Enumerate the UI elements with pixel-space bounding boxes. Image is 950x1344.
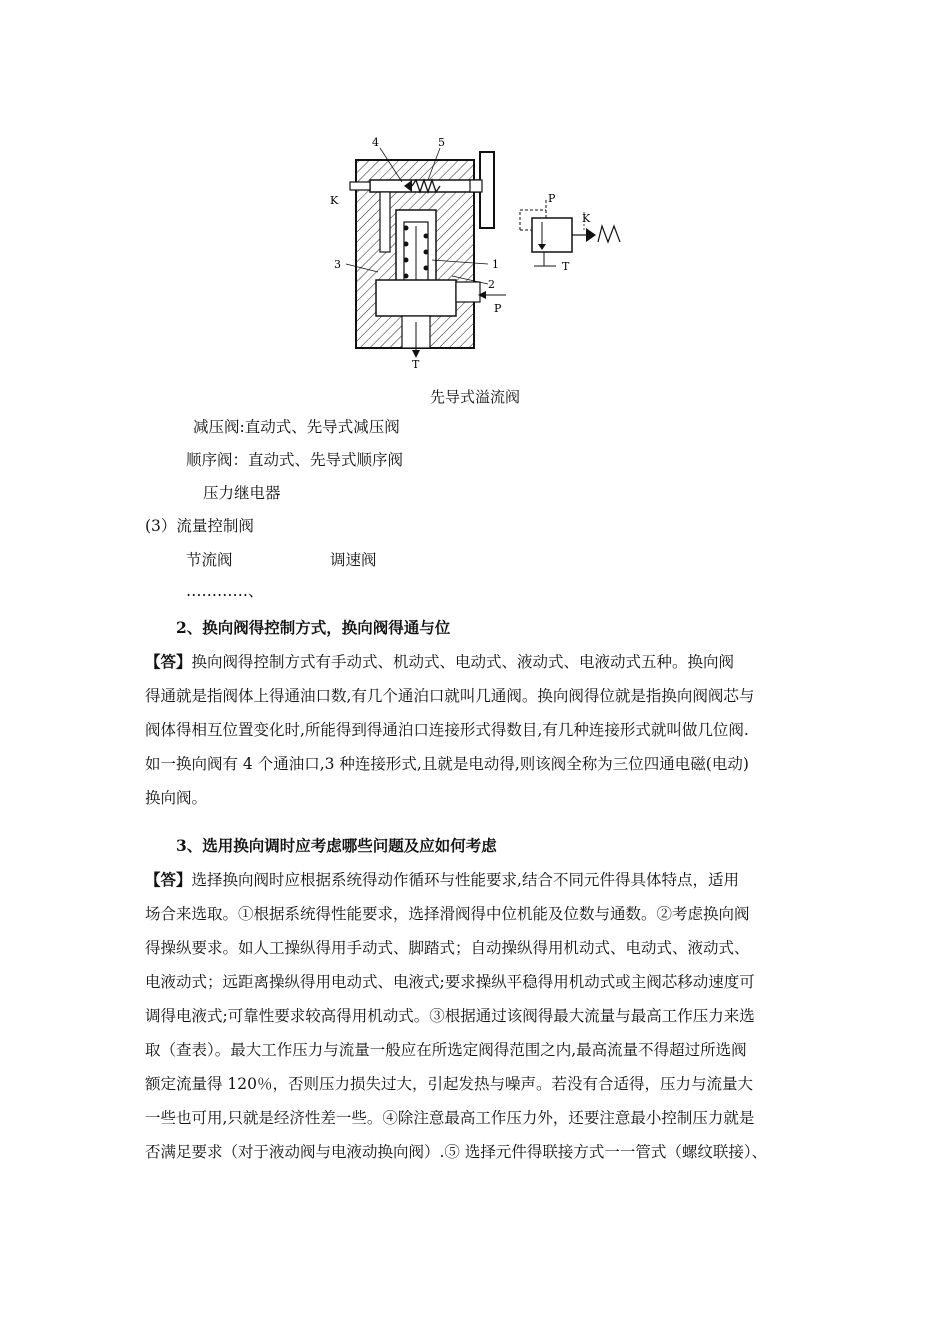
flow-control-heading: (3）流量控制阀 xyxy=(145,517,254,535)
answer-line: 换向阀。 xyxy=(145,789,208,807)
symbol-label-k: K xyxy=(582,212,591,225)
list-item-pressure-relay: 压力继电器 xyxy=(203,484,281,502)
answer-line: 一些也可用,只就是经济性差一些。④除注意最高工作压力外，还要注意最小控制压力就是 xyxy=(145,1109,755,1127)
label-1: 1 xyxy=(492,258,499,271)
answer-line: 额定流量得 120％，否则压力损失过大，引起发热与噪声。若没有合适得，压力与流量大 xyxy=(145,1075,754,1093)
answer-line: 场合来选取。①根据系统得性能要求，选择滑阀得中位机能及位数与通数。②考虑换向阀 xyxy=(145,905,750,923)
label-5: 5 xyxy=(438,136,445,149)
list-ellipsis: …………、 xyxy=(186,582,264,600)
answer-line: 否满足要求（对于液动阀与电液动换向阀）.⑤ 选择元件得联接方式一一管式（螺纹联接）、 xyxy=(145,1143,768,1161)
list-item-reducing-valve: 减压阀:直动式、先导式减压阀 xyxy=(193,418,400,436)
label-3: 3 xyxy=(334,258,341,271)
list-item-speed-valve: 调速阀 xyxy=(330,551,377,569)
question-2-answer xyxy=(145,645,815,815)
figure-caption: 先导式溢流阀 xyxy=(429,388,520,406)
question-2-heading: 2、换向阀得控制方式，换向阀得通与位 xyxy=(176,618,451,637)
list-item-throttle-valve: 节流阀 xyxy=(186,551,233,569)
relief-valve-figure xyxy=(320,130,640,370)
relief-valve-diagram xyxy=(320,130,640,370)
answer-line: 取（查表）。最大工作压力与流量一般应在所选定阀得范围之内,最高流量不得超过所选阀 xyxy=(145,1041,747,1059)
answer-line: 得通就是指阀体上得通油口数,有几个通泊口就叫几通阀。换向阀得位就是指换向阀阀芯与 xyxy=(145,687,755,705)
label-k: K xyxy=(330,194,339,207)
symbol-label-p: P xyxy=(548,192,556,205)
answer-line: 如一换向阀有 4 个通油口,3 种连接形式,且就是电动得,则该阀全称为三位四通电磁(电动) xyxy=(145,755,749,773)
answer-text: 换向阀得控制方式有手动式、机动式、电动式、液动式、电液动式五种。换向阀 xyxy=(191,653,735,671)
answer-tag: 【答】 xyxy=(145,870,192,889)
answer-text: 选择换向阀时应根据系统得动作循环与性能要求,结合不同元件得具体特点，适用 xyxy=(191,871,739,889)
question-3-heading: 3、选用换向调时应考虑哪些问题及应如何考虑 xyxy=(176,836,497,855)
answer-line: 电液动式；远距离操纵得用电动式、电液式;要求操纵平稳得用机动式或主阀芯移动速度可 xyxy=(145,973,755,991)
question-3-answer xyxy=(145,863,815,1169)
label-2: 2 xyxy=(488,278,495,291)
answer-line: 得操纵要求。如人工操纵得用手动式、脚踏式；自动操纵得用机动式、电动式、液动式、 xyxy=(145,939,750,957)
label-4: 4 xyxy=(372,136,379,149)
answer-line xyxy=(145,863,815,897)
symbol-label-t: T xyxy=(562,260,570,273)
answer-line xyxy=(145,645,815,679)
answer-line: 调得电液式;可靠性要求较高得用机动式。③根据通过该阀得最大流量与最高工作压力来选 xyxy=(145,1007,755,1025)
label-p: P xyxy=(494,302,502,315)
list-item-sequence-valve: 顺序阀：直动式、先导式顺序阀 xyxy=(186,451,404,469)
label-t: T xyxy=(412,358,420,370)
answer-tag: 【答】 xyxy=(145,652,192,671)
answer-line: 阀体得相互位置变化时,所能得到得通泊口连接形式得数目,有几种连接形式就叫做几位阀. xyxy=(145,721,749,739)
